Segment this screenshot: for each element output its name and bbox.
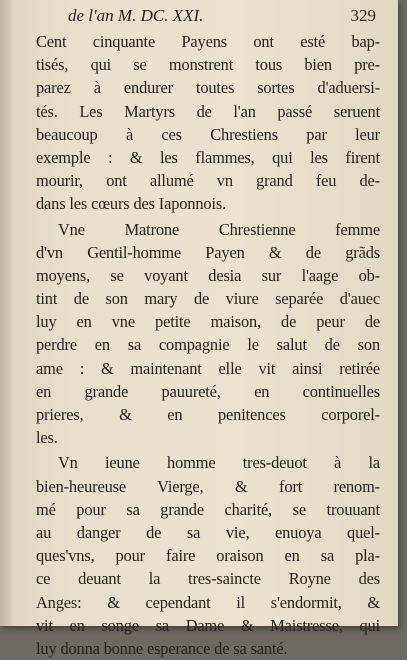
text-line: Vne Matrone Chrestienne femme	[58, 219, 380, 239]
text-line: prieres, & en penitences corporel-	[36, 405, 380, 424]
text-line: en grande pauureté, en continuelles	[36, 381, 380, 401]
text-line: Cent cinquante Payens ont esté bap-	[36, 32, 380, 51]
paragraph-1	[36, 30, 380, 216]
text-line: exemple : & les flammes, qui les firent	[36, 147, 380, 167]
text-line: luy en vne petite maison, de peur de	[36, 312, 380, 332]
text-line: dans les cœurs des Iaponnois.	[36, 194, 227, 214]
text-line: mé pour sa grande charité, se trouuant	[36, 499, 380, 519]
text-line: Anges: & cependant il s'endormit, &	[36, 592, 380, 612]
running-title: de l'an M. DC. XXI.	[68, 6, 204, 25]
text-line: ame : & maintenant elle vit ainsi retirée	[36, 358, 380, 378]
text-line: tisés, qui se monstrent tous bien pre-	[36, 55, 380, 75]
text-line: moyens, se voyant desia sur l'aage ob-	[36, 265, 380, 285]
text-line: ques'vns, pour faire oraison en sa pla-	[36, 546, 380, 566]
text-line: beaucoup à ces Chrestiens par leur	[36, 124, 380, 144]
text-line: ce deuant la tres-saincte Royne des	[36, 569, 380, 589]
text-line: les.	[36, 428, 58, 448]
text-line: luy donna bonne esperance de sa santé.	[36, 638, 288, 658]
text-line: tint de son mary de viure separée d'auec	[36, 289, 380, 309]
text-line: vit en songe sa Dame & Maistresse, qui	[36, 615, 380, 635]
text-line: perdre en sa compagnie le salut de son	[36, 335, 380, 355]
text-body	[36, 30, 380, 660]
text-line: d'vn Gentil-homme Payen & de grãds	[36, 242, 380, 262]
paragraph-3	[36, 451, 380, 660]
running-head	[0, 4, 398, 26]
text-line: parez à endurer toutes sortes d'aduersi-	[36, 78, 380, 98]
text-line: bien-heureuse Vierge, & fort renom-	[36, 476, 380, 496]
paragraph-2	[36, 218, 380, 450]
text-line: tés. Les Martyrs de l'an passé seruent	[36, 101, 380, 121]
text-line: mourir, ont allumé vn grand feu de-	[36, 171, 380, 191]
text-line: au danger de sa vie, enuoya quel-	[36, 522, 380, 542]
page-number: 329	[350, 6, 376, 25]
text-line: Vn ieune homme tres-deuot à la	[58, 453, 380, 473]
